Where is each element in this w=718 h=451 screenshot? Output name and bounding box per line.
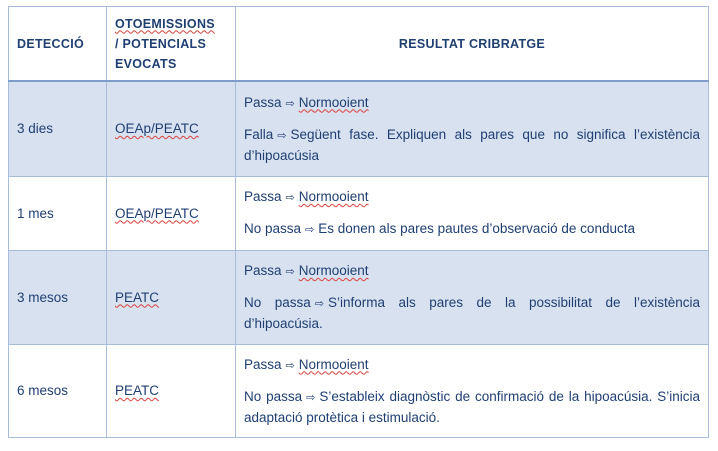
pass-line xyxy=(244,261,700,282)
pass-line xyxy=(244,93,700,114)
header-result-label: RESULTAT CRIBRATGE xyxy=(398,36,546,51)
table-row xyxy=(9,177,709,251)
fail-line xyxy=(244,387,700,428)
age-cell: 1 mes xyxy=(9,177,107,251)
fail-result: S’estableix diagnòstic de confirmació de la hipoacúsia. S’inicia adaptació protètica i estimulació. xyxy=(244,388,700,425)
arrow-right-icon: ⇨ xyxy=(277,128,287,142)
pass-line xyxy=(244,355,700,376)
result-cell xyxy=(236,81,709,177)
pass-label: Passa xyxy=(244,356,282,372)
age-cell: 3 mesos xyxy=(9,251,107,345)
fail-result: Següent fase. Expliquen als pares que no significa l’existència d’hipoacúsia xyxy=(244,126,700,163)
pass-result: Normooient xyxy=(298,263,369,278)
pass-label: Passa xyxy=(244,189,282,204)
header-detection-label: DETECCIÓ xyxy=(17,36,84,51)
table-row xyxy=(9,251,709,345)
pass-line xyxy=(244,187,700,208)
pass-result: Normooient xyxy=(298,356,369,372)
test-name: PEATC xyxy=(115,383,160,398)
result-cell xyxy=(236,251,709,345)
header-test xyxy=(107,7,236,82)
test-cell xyxy=(107,251,236,345)
table-row xyxy=(9,81,709,177)
test-cell xyxy=(107,177,236,251)
test-name: OEAp/PEATC xyxy=(115,121,199,136)
arrow-right-icon: ⇨ xyxy=(314,297,324,310)
arrow-right-icon: ⇨ xyxy=(305,223,315,236)
fail-result: Es donen als pares pautes d’observació de conducta xyxy=(318,221,635,236)
age-cell: 3 dies xyxy=(9,81,107,177)
fail-result: S’informa als pares de la possibilitat de l’existència d’hipoacúsia. xyxy=(244,295,700,331)
pass-result: Normooient xyxy=(298,189,369,204)
fail-label: No passa xyxy=(244,221,302,236)
fail-line xyxy=(244,219,700,240)
age-cell: 6 mesos xyxy=(9,345,107,438)
pass-result: Normooient xyxy=(298,94,369,110)
fail-label: No passa xyxy=(244,388,303,404)
test-cell xyxy=(107,345,236,438)
header-test-line2: / POTENCIALS EVOCATS xyxy=(115,36,207,71)
fail-label: No passa xyxy=(244,295,311,310)
hearing-screening-table xyxy=(8,6,709,438)
arrow-right-icon: ⇨ xyxy=(306,390,316,404)
pass-label: Passa xyxy=(244,94,282,110)
header-row xyxy=(9,7,709,82)
arrow-right-icon: ⇨ xyxy=(285,358,295,372)
header-test-line1: OTOEMISSIONS xyxy=(115,16,215,31)
test-name: OEAp/PEATC xyxy=(115,205,199,221)
result-cell xyxy=(236,177,709,251)
arrow-right-icon: ⇨ xyxy=(285,96,295,110)
result-cell xyxy=(236,345,709,438)
test-name: PEATC xyxy=(115,289,160,305)
header-detection xyxy=(9,7,107,82)
test-cell xyxy=(107,81,236,177)
fail-label: Falla xyxy=(244,126,274,142)
header-result xyxy=(236,7,709,82)
arrow-right-icon: ⇨ xyxy=(285,265,295,278)
pass-label: Passa xyxy=(244,263,282,278)
fail-line xyxy=(244,125,700,166)
fail-line xyxy=(244,293,700,334)
arrow-right-icon: ⇨ xyxy=(285,191,295,204)
table-row xyxy=(9,345,709,438)
